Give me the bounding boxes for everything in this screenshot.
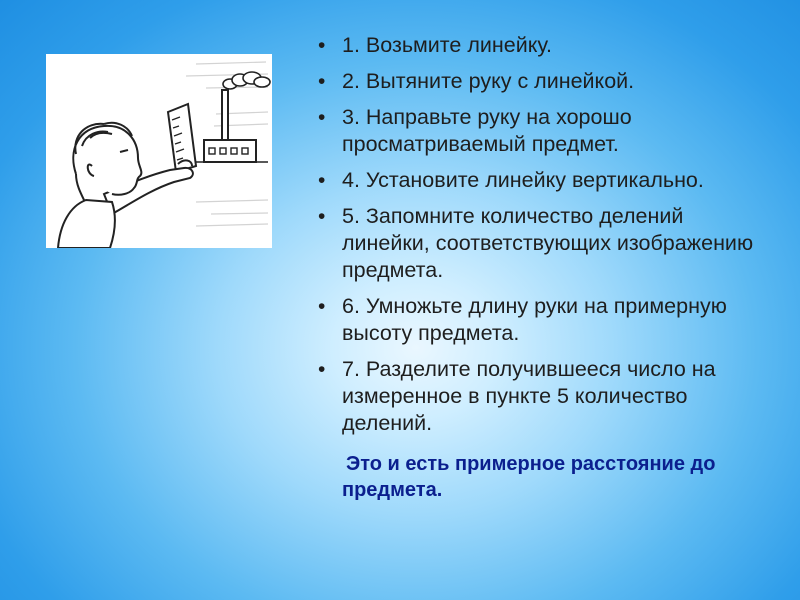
bullet-icon: • [318, 295, 326, 318]
list-item [316, 203, 756, 284]
instructions-content [316, 32, 756, 503]
bullet-icon: • [318, 34, 326, 57]
bullet-icon: • [318, 106, 326, 129]
step-text: 4. Установите линейку вертикально. [342, 168, 704, 192]
step-text: 3. Направьте руку на хорошо просматриваемый предмет. [342, 105, 632, 156]
bullet-icon: • [318, 70, 326, 93]
bullet-icon: • [318, 358, 326, 381]
step-text: 7. Разделите получившееся число на измеренное в пункте 5 количество делений. [342, 357, 716, 435]
step-text: 6. Умножьте длину руки на примерную высоту предмета. [342, 294, 727, 345]
list-item [316, 356, 756, 437]
list-item [316, 167, 756, 194]
list-item [316, 32, 756, 59]
list-item [316, 293, 756, 347]
list-item [316, 104, 756, 158]
step-text: 2. Вытяните руку с линейкой. [342, 69, 635, 93]
conclusion-text: Это и есть примерное расстояние до предмета. [342, 453, 716, 501]
bullet-icon: • [318, 205, 326, 228]
ruler-measurement-drawing [46, 54, 272, 248]
ruler-measurement-illustration [46, 54, 272, 248]
bullet-icon: • [318, 169, 326, 192]
list-item [316, 68, 756, 95]
step-text: 1. Возьмите линейку. [342, 33, 552, 57]
steps-list [316, 32, 756, 437]
step-text: 5. Запомните количество делений линейки, соответствующих изображению предмета. [342, 204, 754, 282]
